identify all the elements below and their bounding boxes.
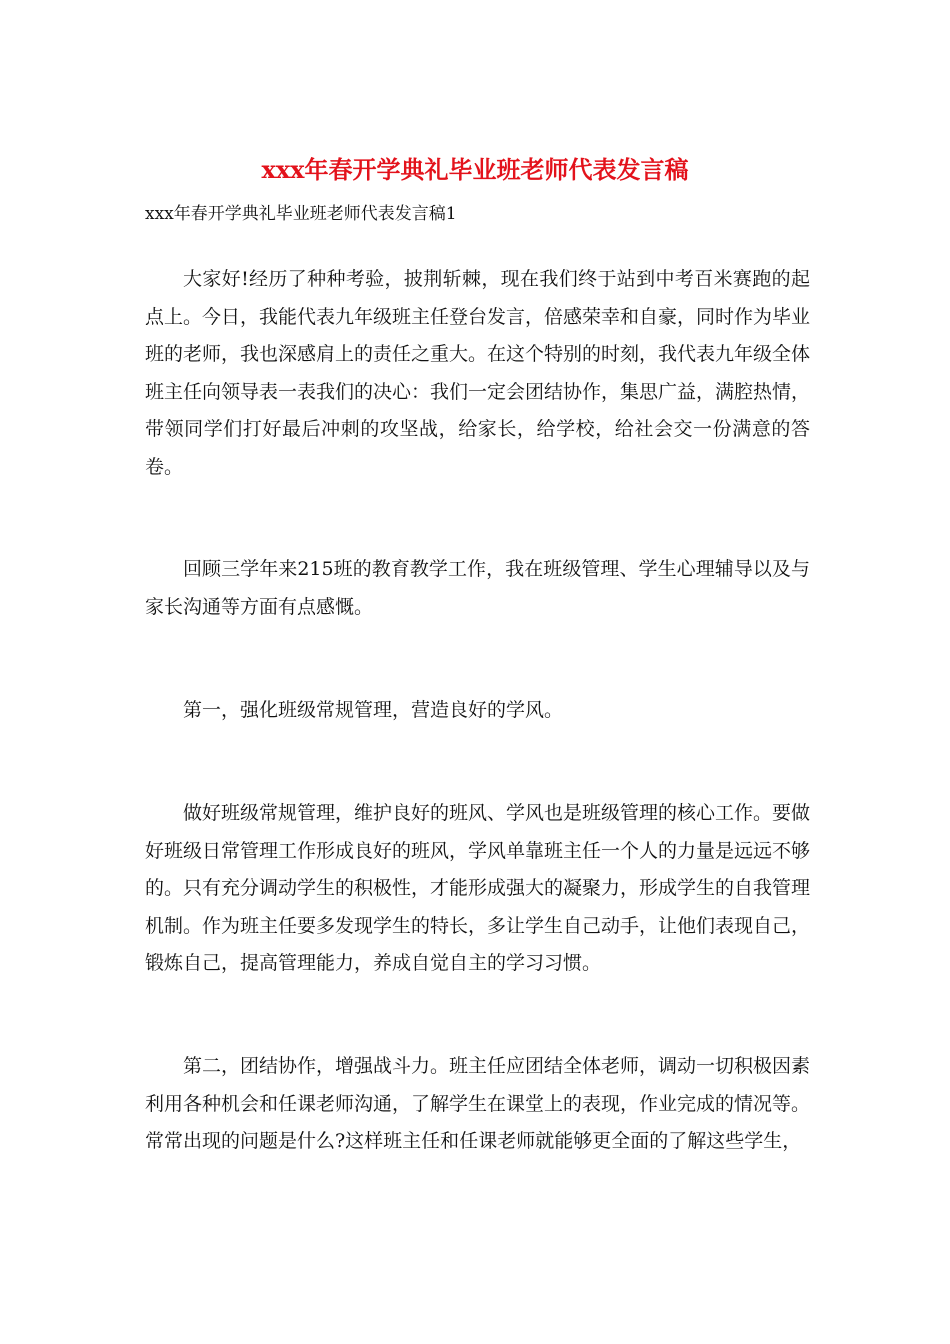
paragraph-class-management: 做好班级常规管理，维护良好的班风、学风也是班级管理的核心工作。要做好班级日常管理工作形成良好的班风，学风单靠班主任一个人的力量是远远不够的。只有充分调动学生的积极性，才能形成强大的凝聚力，形成学生的自我管理机制。作为班主任要多发现学生的特长，多让学生自己动手，让他们表现自己，锻炼自己，提高管理能力，养成自觉自主的学习习惯。	[145, 802, 811, 974]
paragraph-point-two: 第二，团结协作，增强战斗力。班主任应团结全体老师，调动一切积极因素利用各种机会和任课老师沟通，了解学生在课堂上的表现，作业完成的情况等。常常出现的问题是什么?这样班主任和任课老师就能够更全面的了解这些学生，	[145, 1055, 811, 1152]
document-subtitle: xxx年春开学典礼毕业班老师代表发言稿1	[145, 204, 457, 224]
document-title: xxx年春开学典礼毕业班老师代表发言稿	[261, 155, 689, 184]
paragraph-greeting: 大家好!经历了种种考验，披荆斩棘，现在我们终于站到中考百米赛跑的起点上。今日，我能代表九年级班主任登台发言，倍感荣幸和自豪，同时作为毕业班的老师，我也深感肩上的责任之重大。在这个特别的时刻，我代表九年级全体班主任向领导表一表我们的决心：我们一定会团结协作，集思广益，满腔热情，带领同学们打好最后冲刺的攻坚战，给家长，给学校，给社会交一份满意的答卷。	[145, 268, 811, 478]
paragraph-point-one-heading: 第一，强化班级常规管理，营造良好的学风。	[183, 699, 564, 721]
paragraph-review: 回顾三学年来215班的教育教学工作，我在班级管理、学生心理辅导以及与家长沟通等方面有点感慨。	[145, 558, 810, 618]
